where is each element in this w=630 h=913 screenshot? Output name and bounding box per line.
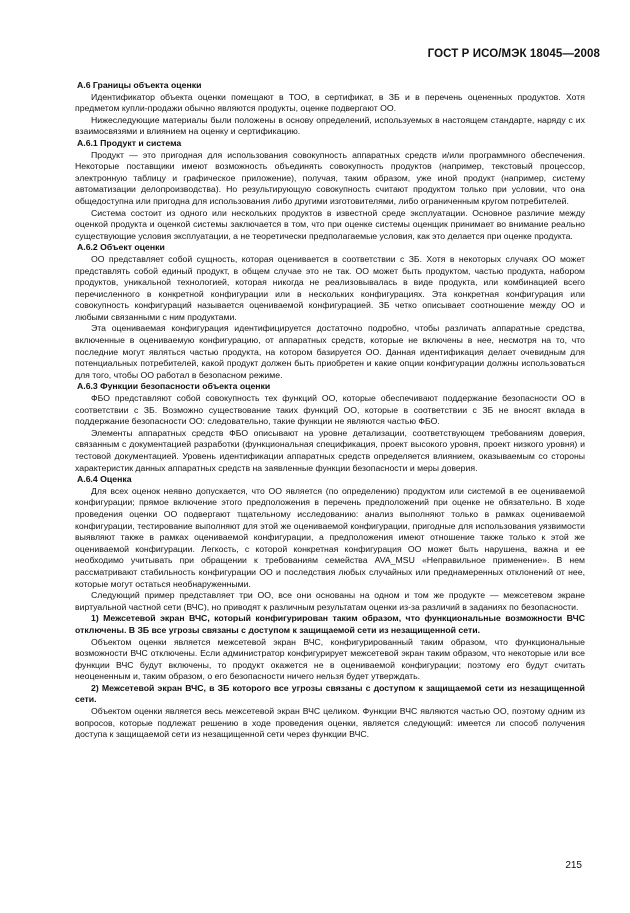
- example-title: 1) Межсетевой экран ВЧС, который конфигурирован таким образом, что функциональные возможности ВЧС отключены. В ЗБ все угрозы связаны с доступом к защищаемой сети из незащищенной сети.: [75, 613, 585, 635]
- paragraph: Объектом оценки является межсетевой экран ВЧС, конфигурированный таким образом, что функциональные возможности ВЧС отключены. Если администратор конфигурирует межсетевой экран таким образом, что некоторые или все функции ВЧС будут включены, то продукт окажется не в оцениваемой конфигурации; поэтому его будут считать неоцененным и, таким образом, о его безопасности ничего нельзя будет утверждать.: [75, 636, 585, 682]
- page-number: 215: [565, 860, 582, 871]
- paragraph: ОО представляет собой сущность, которая оценивается в соответствии с ЗБ. Хотя в некоторых случаях ОО может представлять собой единый продукт, в общем случае это не так. ОО может быть продуктом, частью продукта, набором продуктов, уникальной технологией, которая никогда не реализовывалась в виде продукта, или комбинацией всего перечисленного в конкретной конфигурации или в нескольких конфигурациях. Эта конкретная конфигурация или совокупность конфигураций называется оцениваемой конфигурацией. ЗБ четко описывает соотношение между ОО и любыми связанными с ним продуктами.: [75, 253, 585, 322]
- paragraph: Объектом оценки является весь межсетевой экран ВЧС целиком. Функции ВЧС являются частью ОО, поэтому одним из вопросов, которые подлежат решению в ходе проведения оценки, является следующий: имеется ли способ получения доступа к защищаемой сети из незащищенной сети через функции ВЧС.: [75, 706, 585, 740]
- section-heading: А.6 Границы объекта оценки: [77, 80, 202, 90]
- paragraph: ФБО представляют собой совокупность тех функций ОО, которые обеспечивают поддержание безопасности ОО в соответствии с ЗБ. Возможно существование таких функций ОО, которые в соответствии с ЗБ не вносят вклада в поддержание безопасности ОО: следовательно, такие функции не являются частью ФБО.: [75, 393, 585, 427]
- paragraph: Элементы аппаратных средств ФБО описывают на уровне детализации, соответствующем требованиям доверия, связанным с документацией разработки (функциональная спецификация, проект высокого уровня, проект низкого уровня) и тестовой документацией. Уровень идентификации аппаратных средств определяется влиянием, оказываемым со стороны характеристик данных аппаратных средств на заявленные функции безопасности и меры доверия.: [75, 427, 585, 473]
- example-title: 2) Межсетевой экран ВЧС, в ЗБ которого все угрозы связаны с доступом к защищаемой сети из незащищенной сети.: [75, 682, 585, 705]
- paragraph: Продукт — это пригодная для использования совокупность аппаратных средств и/или программного обеспечения. Некоторые поставщики имеют возможность объединять совокупность продуктов (например, текстовый процессор, электронную таблицу и графическое приложение), получая, таким образом, уже иной продукт (например, систему автоматизации делопроизводства). Но результирующую совокупность считают продуктом только при условии, что она общедоступна или пригодна для использования либо другими изготовителями, либо ограниченным кругом потребителей.: [75, 149, 585, 206]
- paragraph: Для всех оценок неявно допускается, что ОО является (по определению) продуктом или системой в ее оцениваемой конфигурации; прямое включение этого предположения в перечень предположений при оценке не обязательно. В ходе проведения оценки ОО подвергают тщательному исследованию: анализ выполняют только в рамках оцениваемой конфигурации, тестирование выполняют для этой же оцениваемой конфигурации, пригодные для использования уязвимости выявляют также в рамках оцениваемой конфигурации, а предположения имеют отношение также только к этой же оцениваемой конфигурации. Легкость, с которой конкретная конфигурация ОО может быть нарушена, важна и ее необходимо учитывать при обращении к требованиям семейства AVA_MSU «Неправильное применение». В нем рассматривают стабильность конфигурации ОО и последствия любых случайных или преднамеренных отклонений от нее, которые могут остаться необнаруженными.: [75, 485, 585, 589]
- paragraph: Нижеследующие материалы были положены в основу определений, используемых в настоящем стандарте, наряду с их взаимосвязями и влиянием на оценку и сертификацию.: [75, 114, 585, 137]
- subsection-heading: А.6.4 Оценка: [77, 474, 132, 485]
- document-body: [75, 80, 585, 741]
- subsection-heading: А.6.3 Функции безопасности объекта оценки: [77, 381, 271, 392]
- standard-header: ГОСТ Р ИСО/МЭК 18045—2008: [427, 48, 600, 60]
- paragraph: Эта оцениваемая конфигурация идентифицируется достаточно подробно, чтобы различать аппаратные средства, включенные в оцениваемую конфигурацию, от аппаратных средств, которые не включены в нее, несмотря на то, что последние могут являться частью продукта, на котором базируется ОО. Данная идентификация делает очевидным для потенциальных потребителей, какой продукт должен быть приобретен и какие опции конфигурации должны использоваться для того, чтобы ОО работал в безопасном режиме.: [75, 323, 585, 380]
- subsection-heading: А.6.2 Объект оценки: [77, 242, 165, 253]
- paragraph: Система состоит из одного или нескольких продуктов в известной среде эксплуатации. Основное различие между оценкой продукта и оценкой системы заключается в том, что при оценке системы оценщик принимает во внимание реально существующие условия эксплуатации, а не теоретически предполагаемые условия, как это делается при оценке продукта.: [75, 207, 585, 241]
- paragraph: Идентификатор объекта оценки помещают в ТОО, в сертификат, в ЗБ и в перечень оцененных продуктов. Хотя предметом купли-продажи обычно являются продукты, оценке подвергают ОО.: [75, 91, 585, 114]
- paragraph: Следующий пример представляет три ОО, все они основаны на одном и том же продукте — межсетевом экране виртуальной частной сети (ВЧС), но приводят к различным результатам оценки из-за различий в заданиях по безопасности.: [75, 590, 585, 612]
- subsection-heading: А.6.1 Продукт и система: [77, 137, 182, 148]
